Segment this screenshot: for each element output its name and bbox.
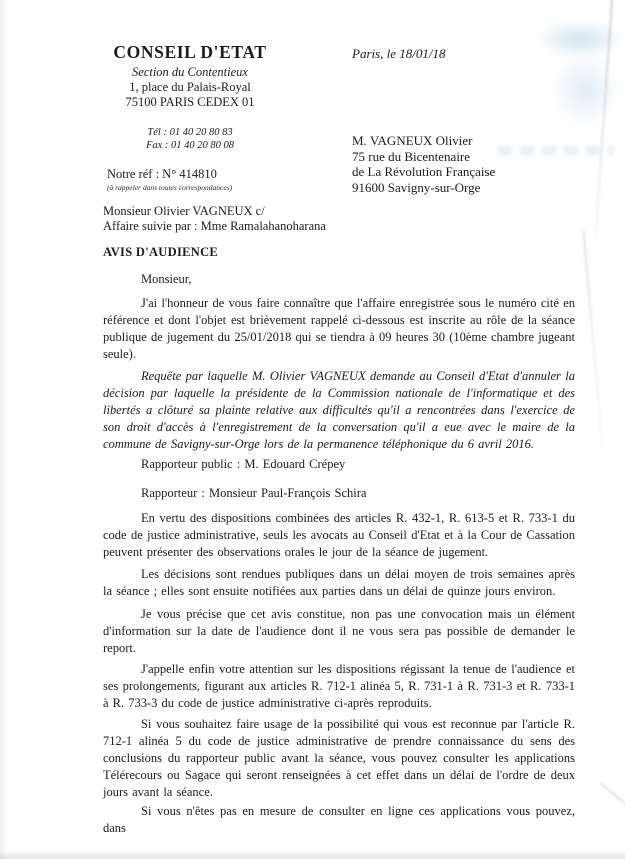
recipient-name: M. VAGNEUX Olivier xyxy=(352,133,473,148)
recipient-address-line2: de La Révolution Française xyxy=(352,164,496,179)
salutation: Monsieur, xyxy=(141,272,192,286)
paragraph-telerecours: Si vous souhaitez faire usage de la possibilité qui vous est reconnue par l'article R. 712-1 alinéa 5 du code de justice administrative de prendre connaissance du sens des conclusions du rapporteur public avant la séance, vous pouvez consulter les applications Télérecours ou Sagace qui seront renseignées à cet effet dans un délai de l'ordre de deux jours avant la séance. xyxy=(103,717,575,799)
sender-address-line2: 75100 PARIS CEDEX 01 xyxy=(125,94,255,109)
sender-phones xyxy=(95,126,285,152)
paper-crease-bottom-right xyxy=(600,782,625,809)
sender-name: CONSEIL D'ETAT xyxy=(113,42,267,62)
paragraph-request-summary: Requête par laquelle M. Olivier VAGNEUX demande au Conseil d'Etat d'annuler la décision par laquelle la présidente de la Commission nationale de l'informatique et des libertés a clôturé sa plainte relative aux difficultés qu'il a rencontrées dans l'exercice de son droit d'accès à l'enregistrement de la conversation qu'il a eue avec le maire de la commune de Savigny-sur-Orge lors de la permanence téléphonique du 6 avril 2016. xyxy=(103,369,575,451)
recipient-address-line1: 75 rue du Bicentenaire xyxy=(352,148,471,164)
paragraph-attention-dispositions: J'appelle enfin votre attention sur les dispositions régissant la tenue de l'audience et ses prolongements, figurant aux articles R. 712-1 alinéa 5, R. 731-1 à R. 731-3 et R. 733-1 à R. 733-3 du code de justice administrative ci-après reproduits. xyxy=(103,662,575,710)
sender-fax: Fax : 01 40 20 80 08 xyxy=(145,140,235,151)
rapporteur-line: Rapporteur : Monsieur Paul-François Schira xyxy=(141,486,367,500)
recipient-block xyxy=(352,133,495,195)
subject-line: AVIS D'AUDIENCE xyxy=(103,245,219,259)
reference-number: Notre réf : N° 414810 xyxy=(107,167,217,181)
paragraph-articles: En vertu des dispositions combinées des articles R. 432-1, R. 613-5 et R. 733-1 du code de justice administrative, seuls les avocats au Conseil d'Etat et à la Cour de Cassation peuvent présenter des observations orales le jour de la séance de jugement. xyxy=(103,511,575,559)
paragraph-decisions-delay: Les décisions sont rendues publiques dans un délai moyen de trois semaines après la séance ; elles sont ensuite notifiées aux parties dans un délai de quinze jours environ. xyxy=(103,567,575,598)
reference-block xyxy=(107,167,232,192)
paragraph-not-convocation: Je vous précise que cet avis constitue, non pas une convocation mais un élément d'information sur la date de l'audience dont il ne vous sera pas possible de demander le report. xyxy=(103,607,575,655)
paper-crease-right-middle xyxy=(582,230,603,449)
recipient-address-line3: 91600 Savigny-sur-Orge xyxy=(352,179,481,195)
rapporteur-public-line: Rapporteur public : M. Edouard Crépey xyxy=(141,457,346,471)
case-party: Monsieur Olivier VAGNEUX c/ xyxy=(103,204,265,218)
scan-edge-shadow-bottom xyxy=(0,850,625,859)
dateline: Paris, le 18/01/18 xyxy=(352,46,446,61)
sender-block xyxy=(95,42,285,152)
case-handler: Affaire suivie par : Mme Ramalahanoharana xyxy=(103,219,326,233)
scan-edge-shadow-left xyxy=(0,0,7,859)
paragraph-last-partial: Si vous n'êtes pas en mesure de consulter en ligne ces applications vous pouvez, dans xyxy=(103,804,575,835)
sender-address-line1: 1, place du Palais-Royal xyxy=(129,80,251,94)
case-block xyxy=(103,204,326,234)
sender-tel: Tél : 01 40 20 80 83 xyxy=(147,127,233,138)
faint-blue-stamp-trace xyxy=(498,146,614,155)
reference-note: (à rappeler dans toutes correspondances) xyxy=(107,183,233,192)
paragraph-hearing-notice: J'ai l'honneur de vous faire connaître que l'affaire enregistrée sous le numéro cité en référence et dont l'objet est brièvement rappelé ci-dessous est inscrite au rôle de la séance publique de jugement du 25/01/2018 qui se tiendra à 09 heures 30 (10ème chambre jugeant seule). xyxy=(103,296,575,361)
sender-division: Section du Contentieux xyxy=(132,65,248,79)
